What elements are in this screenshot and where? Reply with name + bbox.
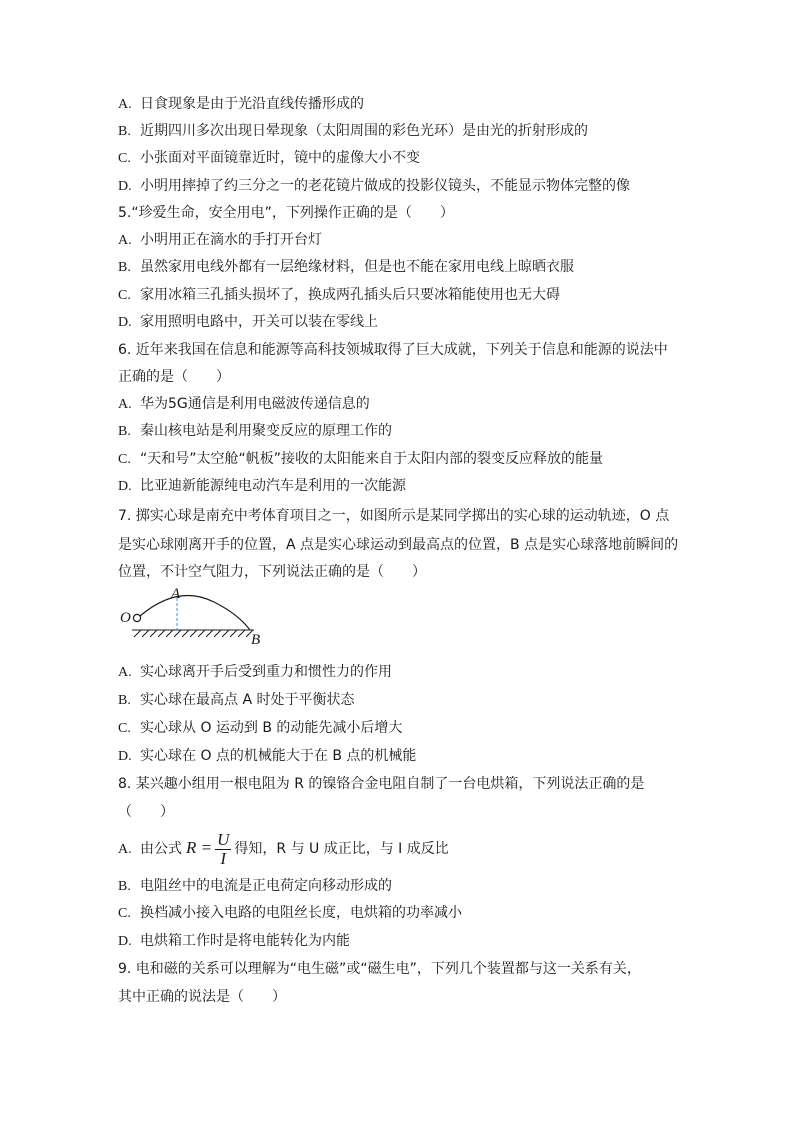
option-letter: B.	[118, 879, 131, 894]
ball-icon	[133, 614, 140, 621]
option-letter: B.	[118, 424, 131, 439]
q7-option-d	[118, 746, 416, 767]
option-text: 家用照明电路中，开关可以装在零线上	[140, 314, 378, 330]
option-letter: A.	[118, 97, 132, 112]
option-letter: D.	[118, 179, 132, 194]
q4-option-d	[118, 176, 630, 197]
q5-option-c	[118, 285, 560, 306]
q9-stem-line-2: 其中正确的说法是（ ）	[118, 989, 286, 1005]
option-letter: C.	[118, 721, 131, 736]
option-letter: D.	[118, 934, 132, 949]
q8-stem-line-1: 8. 某兴趣小组用一根电阻为 R 的镍铬合金电阻自制了一台电烘箱，下列说法正确的是	[118, 776, 645, 792]
option-text: 实心球从 O 运动到 B 的动能先减小后增大	[140, 720, 403, 736]
option-letter: D.	[118, 315, 132, 330]
q4-option-c	[118, 148, 420, 169]
option-letter: C.	[118, 452, 131, 467]
q4-option-b	[118, 121, 588, 142]
q6-option-d	[118, 476, 406, 497]
q7-option-b	[118, 690, 354, 711]
option-text: 家用冰箱三孔插头损坏了，换成两孔插头后只要冰箱能使用也无大碍	[140, 287, 560, 303]
option-letter: B.	[118, 260, 131, 275]
q5-option-d	[118, 312, 378, 333]
option-text: 电阻丝中的电流是正电荷定向移动形成的	[140, 878, 392, 894]
option-letter: A.	[118, 665, 132, 680]
q4-option-a	[118, 94, 364, 115]
q8-option-a	[118, 830, 449, 868]
option-letter: A.	[118, 233, 132, 248]
option-text: 实心球离开手后受到重力和惯性力的作用	[140, 664, 392, 680]
formula-fraction	[215, 831, 231, 868]
option-letter: B.	[118, 124, 131, 139]
trajectory-curve	[140, 596, 250, 630]
option-letter: C.	[118, 151, 131, 166]
option-text: 小明用正在滴水的手打开台灯	[140, 232, 322, 248]
option-text: 小明用摔掉了约三分之一的老花镜片做成的投影仪镜头，不能显示物体完整的像	[140, 178, 630, 194]
option-letter: B.	[118, 693, 131, 708]
fraction-denominator: I	[220, 848, 227, 868]
option-text: 得知，R 与 U 成正比，与 I 成反比	[234, 841, 449, 857]
q7-stem-line-1: 7. 掷实心球是南充中考体育项目之一，如图所示是某同学掷出的实心球的运动轨迹，O 点	[118, 508, 670, 524]
q7-option-a	[118, 662, 392, 683]
ground-hatch	[132, 630, 254, 637]
option-letter: C.	[118, 906, 131, 921]
option-letter: A.	[118, 842, 132, 857]
label-b: B	[251, 632, 261, 648]
q7-stem-line-2: 是实心球刚离开手的位置，A 点是实心球运动到最高点的位置，B 点是实心球落地前瞬间的	[118, 537, 679, 553]
q8-option-d	[118, 931, 350, 952]
option-text: “天和号”太空舱“帆板”接收的太阳能来自于太阳内部的裂变反应释放的能量	[140, 451, 604, 467]
q6-option-b	[118, 421, 392, 442]
label-o: O	[120, 610, 131, 626]
q7-option-c	[118, 718, 402, 739]
q9-stem-line-1: 9. 电和磁的关系可以理解为“电生磁”或“磁生电”，下列几个装置都与这一关系有关，	[118, 961, 641, 977]
q6-option-c	[118, 449, 603, 470]
option-text-prefix: 由公式	[140, 841, 182, 857]
option-letter: D.	[118, 479, 132, 494]
q5-option-b	[118, 257, 574, 278]
q8-option-b	[118, 876, 392, 897]
option-text: 实心球在最高点 A 时处于平衡状态	[140, 692, 355, 708]
option-text: 华为5G通信是利用电磁波传递信息的	[140, 396, 370, 412]
fraction-numerator: U	[217, 829, 230, 849]
q6-stem-line-1: 6. 近年来我国在信息和能源等高科技领城取得了巨大成就，下列关于信息和能源的说法中	[118, 342, 668, 358]
option-letter: A.	[118, 397, 132, 412]
option-text: 虽然家用电线外都有一层绝缘材料，但是也不能在家用电线上晾晒衣服	[140, 259, 574, 275]
option-text: 近期四川多次出现日晕现象（太阳周围的彩色光环）是由光的折射形成的	[140, 123, 588, 139]
option-text: 秦山核电站是利用聚变反应的原理工作的	[140, 423, 392, 439]
option-text: 电烘箱工作时是将电能转化为内能	[140, 933, 350, 949]
q6-stem-line-2: 正确的是（ ）	[118, 369, 230, 385]
label-a: A	[171, 586, 181, 602]
q8-stem-line-2: （ ）	[118, 804, 174, 820]
q6-option-a	[118, 394, 370, 415]
trajectory-figure	[116, 582, 276, 652]
option-text: 换档减小接入电路的电阻丝长度，电烘箱的功率减小	[140, 905, 462, 921]
option-text: 比亚迪新能源纯电动汽车是利用的一次能源	[140, 478, 406, 494]
formula-lhs: R =	[186, 838, 213, 857]
option-text: 实心球在 O 点的机械能大于在 B 点的机械能	[140, 748, 417, 764]
q5-stem: 5.“珍爱生命，安全用电”，下列操作正确的是（ ）	[118, 205, 454, 221]
q5-option-a	[118, 230, 322, 251]
option-letter: D.	[118, 749, 132, 764]
option-text: 日食现象是由于光沿直线传播形成的	[140, 96, 364, 112]
option-letter: C.	[118, 288, 131, 303]
q7-stem-line-3: 位置，不计空气阻力，下列说法正确的是（ ）	[118, 564, 426, 580]
option-text: 小张面对平面镜靠近时，镜中的虚像大小不变	[140, 150, 420, 166]
q8-option-c	[118, 903, 462, 924]
